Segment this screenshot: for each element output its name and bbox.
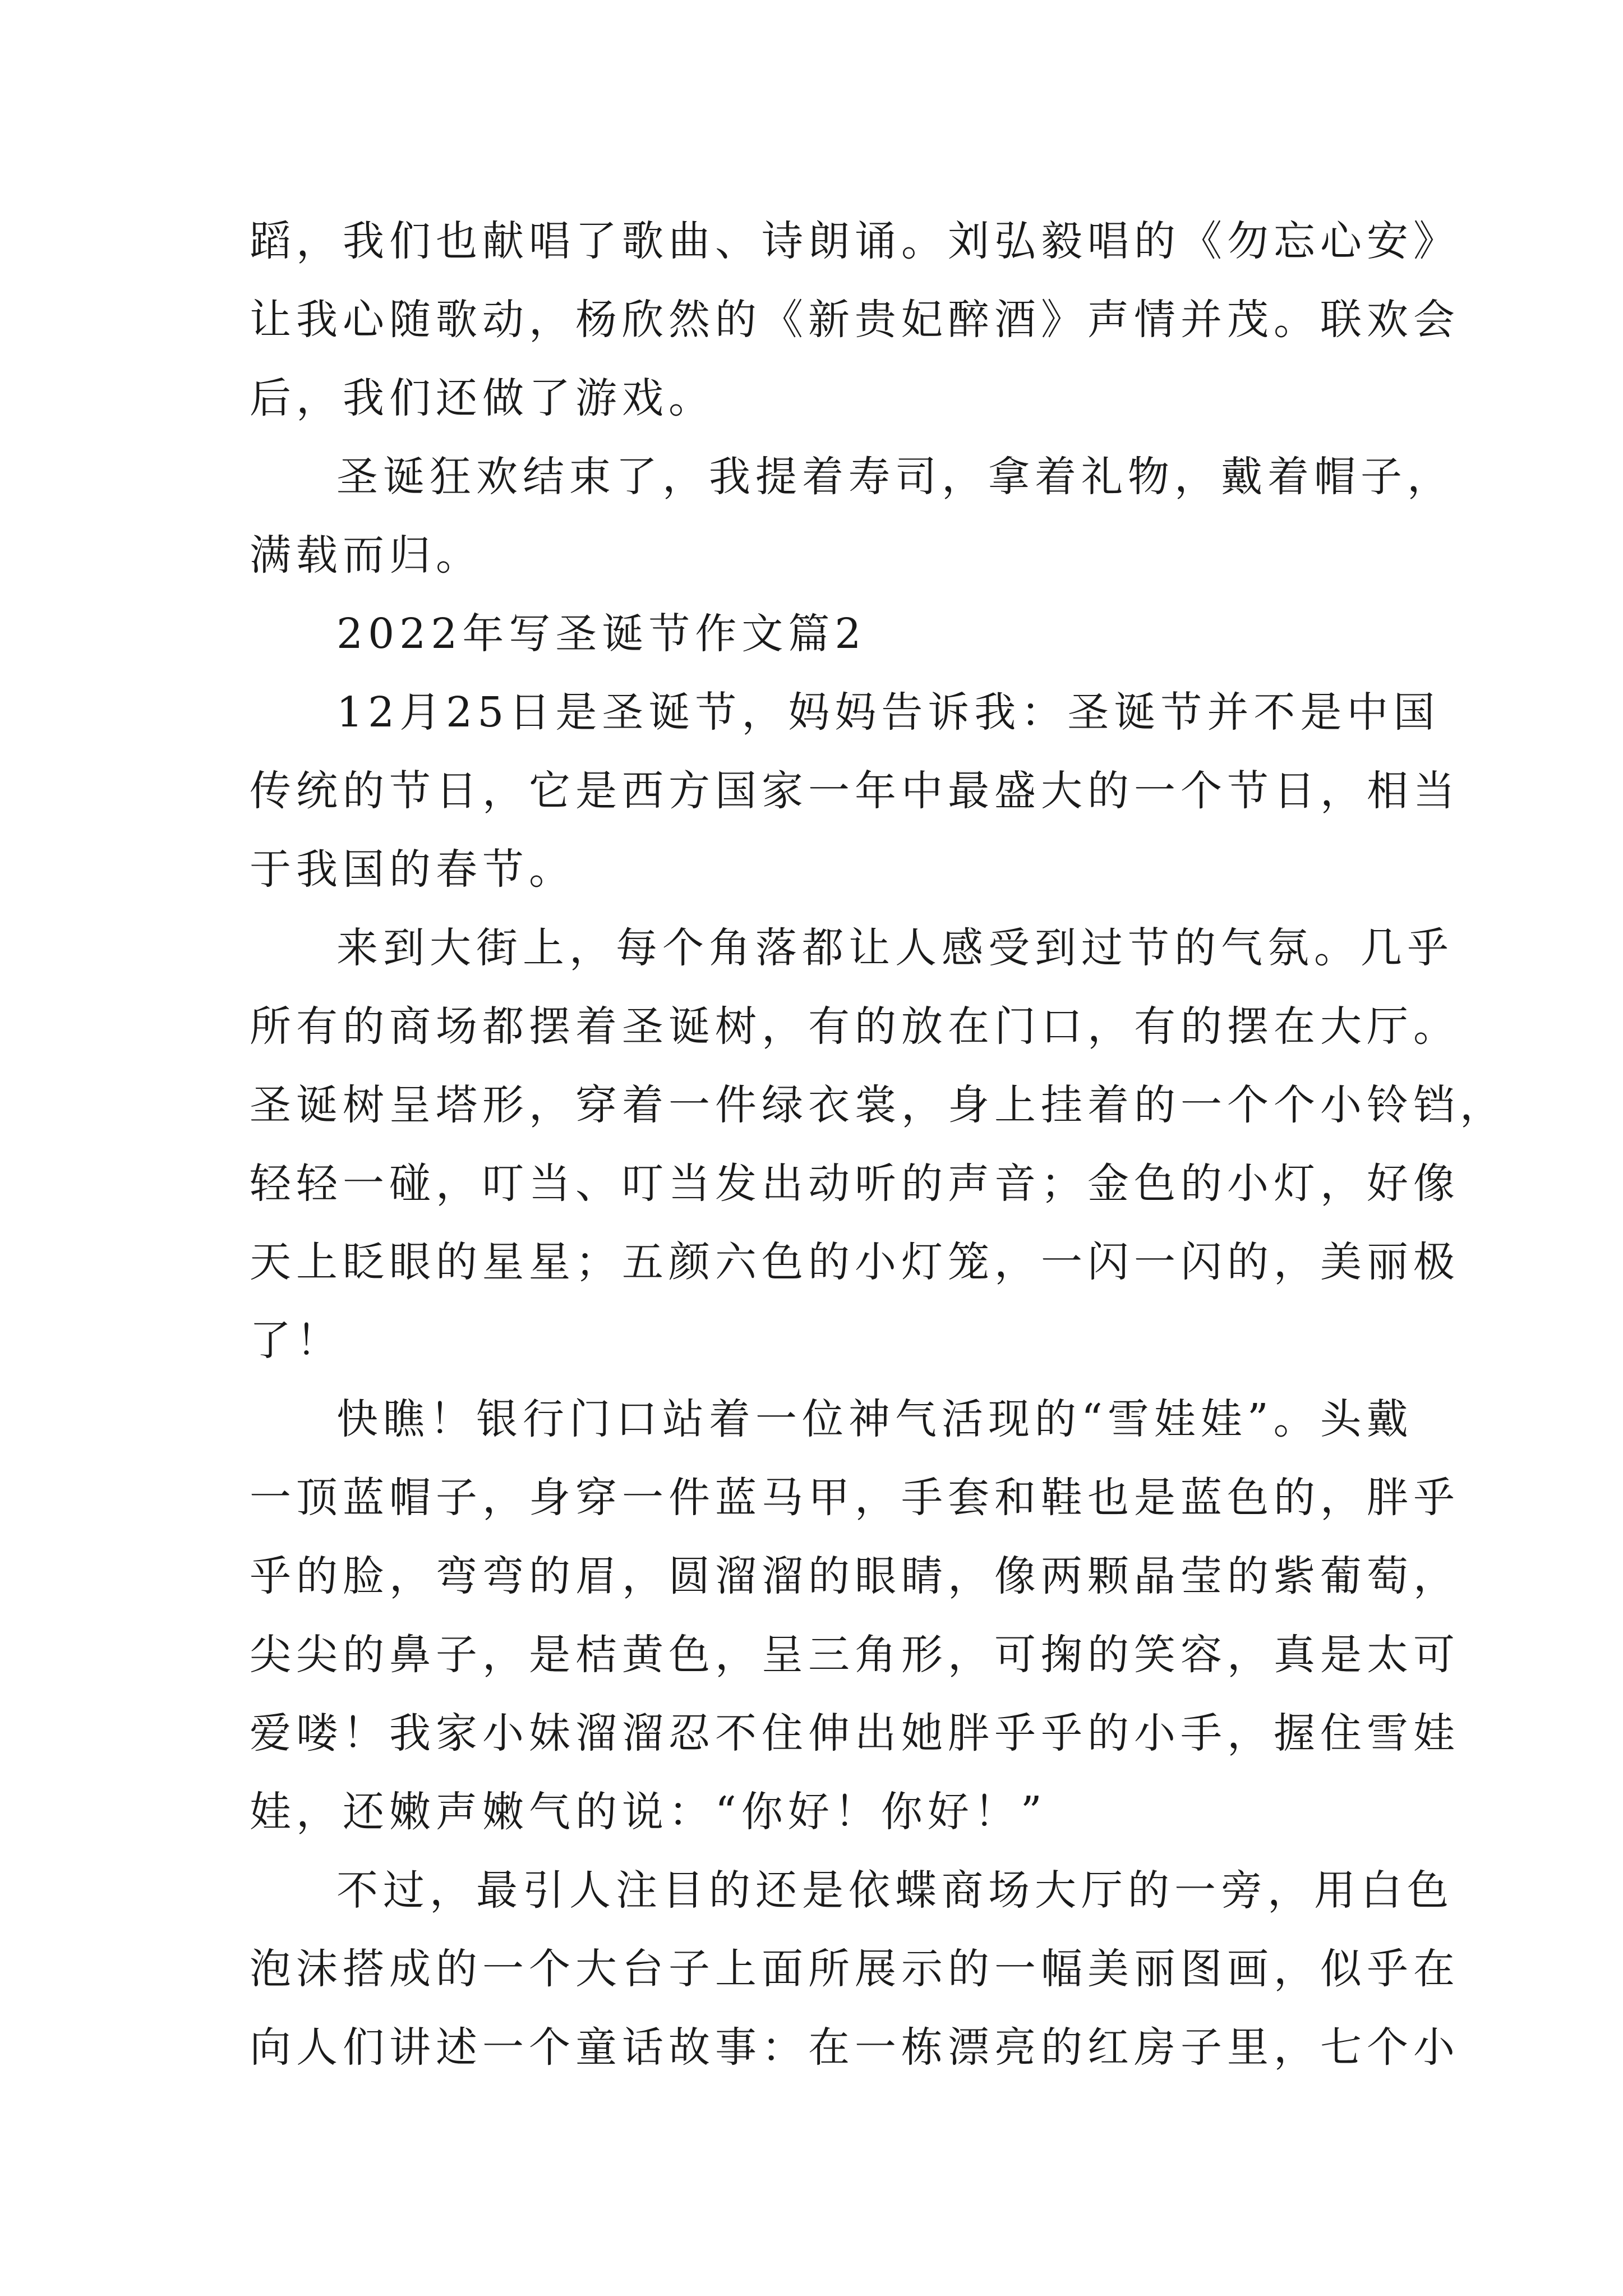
text-line: 所有的商场都摆着圣诞树，有的放在门口，有的摆在大厅。 <box>250 1002 1460 1051</box>
text-line: 了！ <box>250 1317 343 1365</box>
text-line: 于我国的春节。 <box>250 845 575 894</box>
text-line: 传统的节日，它是西方国家一年中最盛大的一个节日，相当 <box>250 767 1460 815</box>
text-line: 尖尖的鼻子，是桔黄色，呈三角形，可掬的笑容，真是太可 <box>250 1631 1460 1679</box>
paragraph-first-line: 快瞧！银行门口站着一位神气活现的“雪娃娃”。头戴 <box>336 1395 1413 1443</box>
text-line: 蹈，我们也献唱了歌曲、诗朗诵。刘弘毅唱的《勿忘心安》 <box>250 217 1460 265</box>
paragraph-first-line: 圣诞狂欢结束了，我提着寿司，拿着礼物，戴着帽子， <box>336 453 1454 501</box>
text-line: 向人们讲述一个童话故事：在一栋漂亮的红房子里，七个小 <box>250 2023 1460 2072</box>
text-line: 满载而归。 <box>250 531 482 579</box>
paragraph-first-line: 来到大街上，每个角落都让人感受到过节的气氛。几乎 <box>336 924 1454 972</box>
paragraph-first-line: 12月25日是圣诞节，妈妈告诉我：圣诞节并不是中国 <box>336 688 1440 737</box>
text-line: 天上眨眼的星星；五颜六色的小灯笼，一闪一闪的，美丽极 <box>250 1238 1460 1286</box>
text-line: 让我心随歌动，杨欣然的《新贵妃醉酒》声情并茂。联欢会 <box>250 296 1460 344</box>
text-line: 轻轻一碰，叮当、叮当发出动听的声音；金色的小灯，好像 <box>250 1159 1460 1208</box>
text-line: 圣诞树呈塔形，穿着一件绿衣裳，身上挂着的一个个小铃铛， <box>250 1081 1506 1129</box>
text-line: 娃，还嫩声嫩气的说：“你好！你好！” <box>250 1788 1047 1836</box>
text-line: 乎的脸，弯弯的眉，圆溜溜的眼睛，像两颗晶莹的紫葡萄， <box>250 1552 1460 1600</box>
text-line: 一顶蓝帽子，身穿一件蓝马甲，手套和鞋也是蓝色的，胖乎 <box>250 1474 1460 1522</box>
paragraph-first-line: 不过，最引人注目的还是依蝶商场大厅的一旁，用白色 <box>336 1866 1454 1915</box>
section-heading: 2022年写圣诞节作文篇2 <box>336 610 866 658</box>
text-line: 泡沫搭成的一个大台子上面所展示的一幅美丽图画，似乎在 <box>250 1945 1460 1993</box>
text-line: 后，我们还做了游戏。 <box>250 374 715 422</box>
text-line: 爱喽！我家小妹溜溜忍不住伸出她胖乎乎的小手，握住雪娃 <box>250 1709 1460 1757</box>
